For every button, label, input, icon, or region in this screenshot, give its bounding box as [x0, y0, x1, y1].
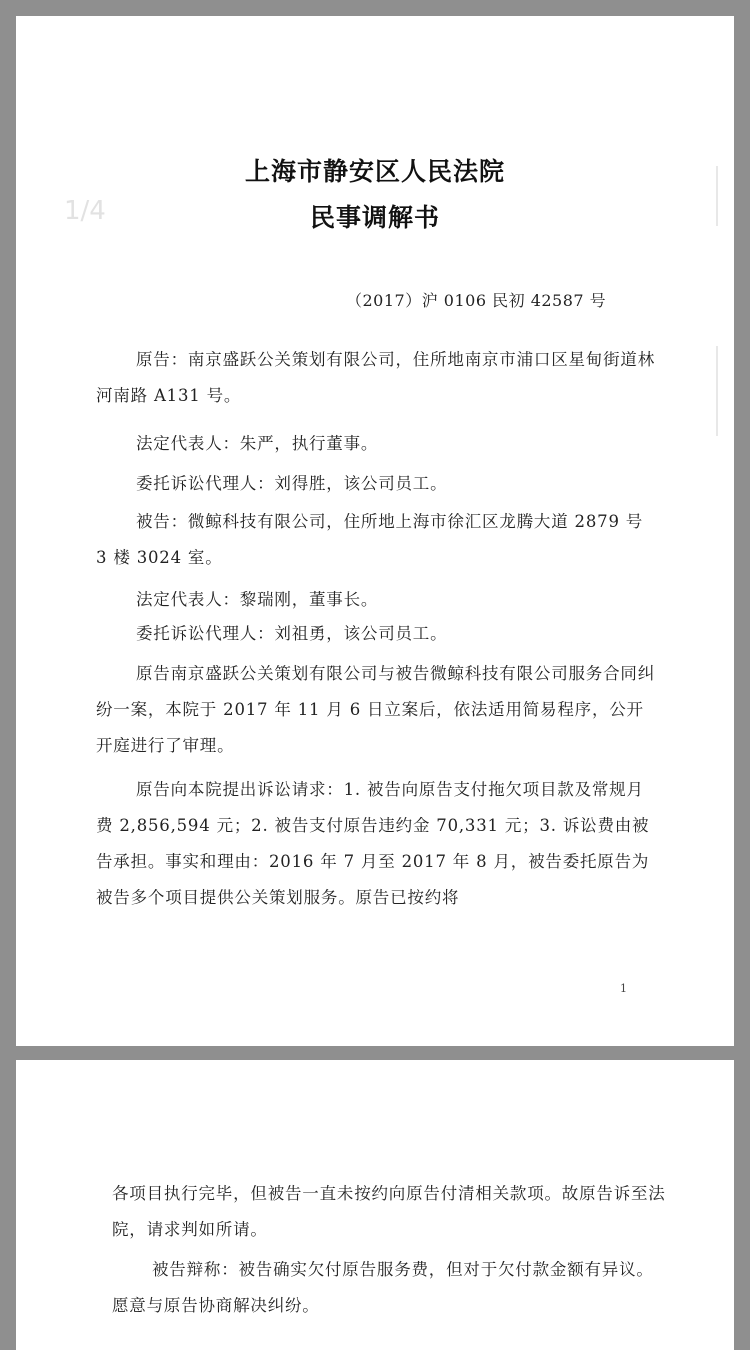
case-number: （2017）沪 0106 民初 42587 号 [346, 291, 607, 310]
claims-continuation: 各项目执行完毕，但被告一直未按约向原告付清相关款项。故原告诉至法院，请求判如所请。 [112, 1184, 666, 1239]
defendant-agent: 委托诉讼代理人：刘祖勇，该公司员工。 [136, 624, 448, 643]
page-number: 1 [620, 982, 627, 995]
scan-edge-mark [716, 346, 718, 436]
page-count-watermark: 1/4 [64, 196, 106, 226]
plaintiff-agent: 委托诉讼代理人：刘得胜，该公司员工。 [136, 474, 448, 493]
case-intro-paragraph: 原告南京盛跃公关策划有限公司与被告微鲸科技有限公司服务合同纠纷一案，本院于 2017 年 11 月 6 日立案后，依法适用简易程序，公开开庭进行了审理。 [96, 664, 655, 755]
claims-paragraph: 原告向本院提出诉讼请求：1. 被告向原告支付拖欠项目款及常规月费 2,856,594 元；2. 被告支付原告违约金 70,331 元；3. 诉讼费由被告承担。事实和理由：2016 年 7 月至 2017 年 8 月，被告委托原告为被告多个项目提供公关策划服务。原告已按约将 [96, 780, 650, 907]
document-type-heading: 民事调解书 [309, 203, 440, 232]
scan-edge-mark [716, 166, 718, 226]
court-name-heading: 上海市静安区人民法院 [244, 157, 505, 186]
defendant-legal-rep: 法定代表人：黎瑞刚，董事长。 [136, 590, 379, 609]
plaintiff-paragraph: 原告：南京盛跃公关策划有限公司，住所地南京市浦口区星甸街道林河南路 A131 号。 [96, 350, 655, 405]
plaintiff-legal-rep: 法定代表人：朱严，执行董事。 [136, 434, 379, 453]
defendant-paragraph: 被告：微鲸科技有限公司，住所地上海市徐汇区龙腾大道 2879 号 3 楼 3024 室。 [96, 512, 644, 567]
document-page-1 [16, 16, 734, 1046]
defense-paragraph: 被告辩称：被告确实欠付原告服务费，但对于欠付款金额有异议。愿意与原告协商解决纠纷。 [112, 1260, 654, 1315]
document-page-2 [16, 1060, 734, 1350]
